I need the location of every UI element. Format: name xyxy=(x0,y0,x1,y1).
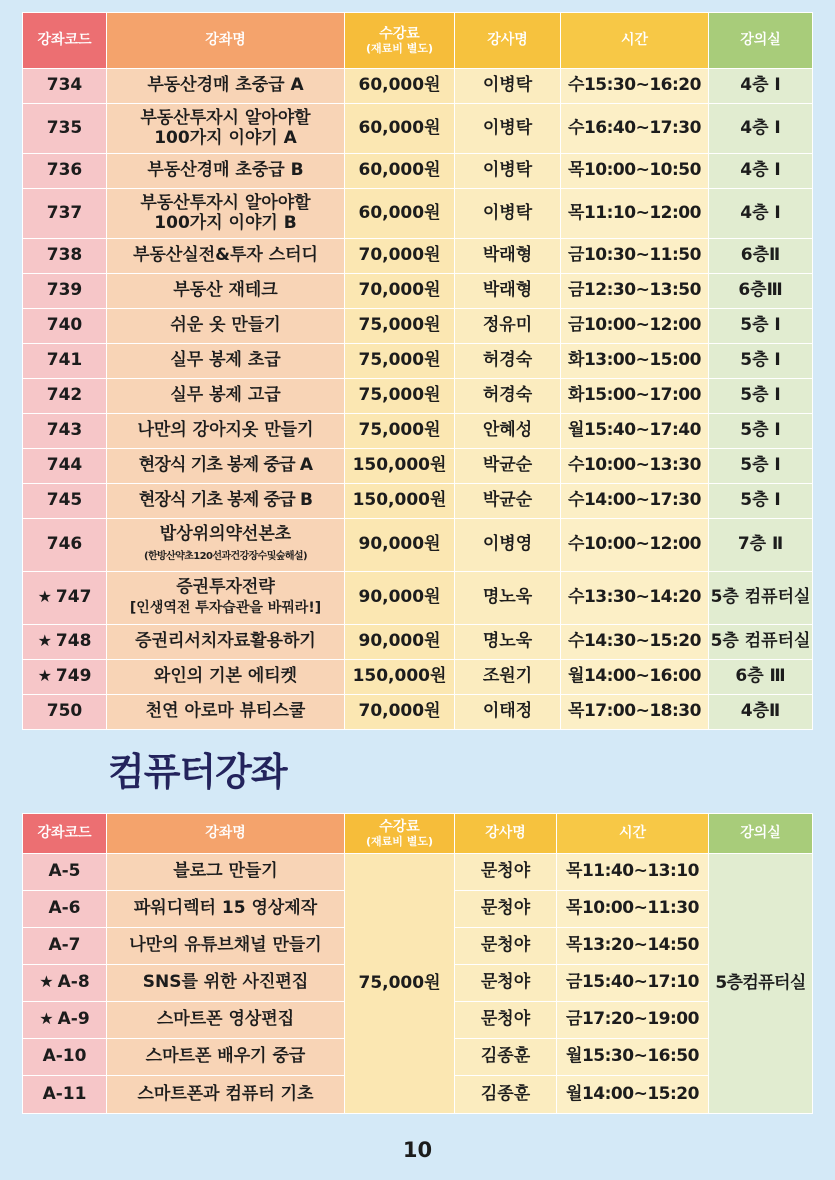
shared-fee: 75,000원 xyxy=(345,854,455,1114)
course-code-text: A-11 xyxy=(42,1083,87,1104)
course-time: 목17:00~18:30 xyxy=(561,695,709,730)
course-fee: 60,000원 xyxy=(345,154,455,189)
course-fee: 90,000원 xyxy=(345,625,455,660)
course-code-text: A-6 xyxy=(48,898,81,919)
course-name: 블로그 만들기 xyxy=(107,854,345,891)
course-code-text: 742 xyxy=(46,385,83,406)
course-name-line: 부동산투자시 알아야할 xyxy=(140,107,311,128)
course-code-text: A-8 xyxy=(57,972,90,993)
table-row xyxy=(23,154,813,189)
course-instructor: 김종훈 xyxy=(455,1076,557,1114)
course-code-text: 737 xyxy=(46,202,83,223)
course-room: 5층 컴퓨터실 xyxy=(709,625,813,660)
course-instructor: 허경숙 xyxy=(455,379,561,414)
page-number: 10 xyxy=(402,1138,433,1162)
course-time: 목10:00~10:50 xyxy=(561,154,709,189)
course-instructor: 허경숙 xyxy=(455,344,561,379)
course-room: 5층 Ⅰ xyxy=(709,449,813,484)
course-instructor: 이병탁 xyxy=(455,154,561,189)
course-name-line: 증권투자전략 xyxy=(176,577,275,598)
course-instructor: 박균순 xyxy=(455,449,561,484)
table-row xyxy=(23,449,813,484)
course-name xyxy=(107,519,345,572)
course-fee: 60,000원 xyxy=(345,104,455,154)
course-name-line: 쉬운 옷 만들기 xyxy=(170,315,281,336)
header-name: 강좌명 xyxy=(107,13,345,69)
header-instructor: 강사명 xyxy=(455,814,557,854)
course-room: 7층 Ⅱ xyxy=(709,519,813,572)
star-icon: ★ xyxy=(39,972,54,992)
course-instructor: 김종훈 xyxy=(455,1039,557,1076)
course-name xyxy=(107,344,345,379)
course-name-line: 증권리서치자료활용하기 xyxy=(135,631,316,652)
course-code xyxy=(23,104,107,154)
course-name-line: 와인의 기본 에티켓 xyxy=(153,666,298,687)
course-name: 파워디렉터 15 영상제작 xyxy=(107,891,345,928)
course-name xyxy=(107,69,345,104)
course-name xyxy=(107,309,345,344)
table-row xyxy=(23,625,813,660)
course-code xyxy=(23,189,107,239)
header-name: 강좌명 xyxy=(107,814,345,854)
course-time: 월15:30~16:50 xyxy=(557,1039,709,1076)
course-fee: 70,000원 xyxy=(345,274,455,309)
header-room: 강의실 xyxy=(709,814,813,854)
table-row xyxy=(23,379,813,414)
course-name-line: 100가지 이야기 B xyxy=(154,212,297,233)
course-table xyxy=(22,12,813,730)
course-room: 4층 Ⅰ xyxy=(709,189,813,239)
header-fee-label: 수강료 xyxy=(379,818,420,835)
course-code xyxy=(23,309,107,344)
course-name-line: 천연 아로마 뷰티스쿨 xyxy=(145,701,306,722)
star-icon: ★ xyxy=(37,587,52,607)
course-code-text: 744 xyxy=(46,455,83,476)
course-fee: 75,000원 xyxy=(345,309,455,344)
course-fee: 75,000원 xyxy=(345,414,455,449)
course-name xyxy=(107,625,345,660)
course-code-text: 748 xyxy=(55,631,92,652)
course-code-text: 743 xyxy=(46,420,83,441)
course-code xyxy=(23,854,107,891)
course-room: 4층 Ⅰ xyxy=(709,69,813,104)
header-instructor: 강사명 xyxy=(455,13,561,69)
course-room: 5층 Ⅰ xyxy=(709,379,813,414)
course-code xyxy=(23,1076,107,1114)
course-room: 5층 컴퓨터실 xyxy=(709,572,813,625)
course-name-line: 현장식 기초 봉제 중급 A xyxy=(138,455,313,476)
course-time: 수10:00~12:00 xyxy=(561,519,709,572)
course-instructor: 정유미 xyxy=(455,309,561,344)
course-code xyxy=(23,695,107,730)
table-row xyxy=(23,274,813,309)
course-instructor: 이병영 xyxy=(455,519,561,572)
course-name: 스마트폰 배우기 중급 xyxy=(107,1039,345,1076)
table-row xyxy=(23,660,813,695)
course-time: 목13:20~14:50 xyxy=(557,928,709,965)
course-time: 수10:00~13:30 xyxy=(561,449,709,484)
header-fee xyxy=(345,13,455,69)
course-name xyxy=(107,239,345,274)
course-time: 금15:40~17:10 xyxy=(557,965,709,1002)
course-fee: 90,000원 xyxy=(345,519,455,572)
course-name xyxy=(107,189,345,239)
course-code-text: A-5 xyxy=(48,861,81,882)
star-icon: ★ xyxy=(37,631,52,651)
table-row xyxy=(23,484,813,519)
table-row xyxy=(23,854,813,891)
header-fee-label: 수강료 xyxy=(379,25,420,42)
course-instructor: 박균순 xyxy=(455,484,561,519)
course-name xyxy=(107,154,345,189)
course-name-line: 부동산 재테크 xyxy=(173,280,278,301)
course-name-line: 부동산경매 초중급 A xyxy=(147,75,304,96)
table-row xyxy=(23,69,813,104)
course-instructor: 문청야 xyxy=(455,928,557,965)
course-code xyxy=(23,660,107,695)
course-instructor: 문청야 xyxy=(455,965,557,1002)
course-room: 6층Ⅱ xyxy=(709,239,813,274)
course-fee: 70,000원 xyxy=(345,695,455,730)
course-code-text: 739 xyxy=(46,280,83,301)
course-name: 스마트폰 영상편집 xyxy=(107,1002,345,1039)
course-time: 월14:00~16:00 xyxy=(561,660,709,695)
course-instructor: 조원기 xyxy=(455,660,561,695)
course-code-text: 746 xyxy=(46,534,83,555)
course-time: 화13:00~15:00 xyxy=(561,344,709,379)
course-instructor: 이병탁 xyxy=(455,189,561,239)
course-name xyxy=(107,379,345,414)
course-code-text: 738 xyxy=(46,245,83,266)
course-instructor: 명노욱 xyxy=(455,625,561,660)
course-instructor: 이태정 xyxy=(455,695,561,730)
table-row xyxy=(23,189,813,239)
course-time: 금12:30~13:50 xyxy=(561,274,709,309)
course-time: 금10:30~11:50 xyxy=(561,239,709,274)
course-instructor: 문청야 xyxy=(455,1002,557,1039)
table-header-row xyxy=(23,814,813,854)
course-time: 월15:40~17:40 xyxy=(561,414,709,449)
course-time: 수16:40~17:30 xyxy=(561,104,709,154)
course-code-text: 735 xyxy=(46,117,83,138)
course-fee: 90,000원 xyxy=(345,572,455,625)
course-code-text: 740 xyxy=(46,315,83,336)
course-code-text: A-7 xyxy=(48,935,81,956)
course-instructor: 이병탁 xyxy=(455,104,561,154)
course-name xyxy=(107,449,345,484)
table-header-row xyxy=(23,13,813,69)
course-fee: 150,000원 xyxy=(345,660,455,695)
course-name xyxy=(107,104,345,154)
course-code xyxy=(23,344,107,379)
course-name xyxy=(107,274,345,309)
course-fee: 75,000원 xyxy=(345,379,455,414)
table-row xyxy=(23,239,813,274)
course-room: 4층 Ⅰ xyxy=(709,104,813,154)
course-name-line: 실무 봉제 고급 xyxy=(170,385,281,406)
header-time: 시간 xyxy=(557,814,709,854)
course-time: 월14:00~15:20 xyxy=(557,1076,709,1114)
course-room: 5층 Ⅰ xyxy=(709,344,813,379)
course-code xyxy=(23,1002,107,1039)
course-code xyxy=(23,379,107,414)
course-code-text: 736 xyxy=(46,160,83,181)
course-instructor: 문청야 xyxy=(455,854,557,891)
course-instructor: 박래형 xyxy=(455,274,561,309)
course-name-line: 부동산경매 초중급 B xyxy=(147,160,304,181)
course-name: SNS를 위한 사진편집 xyxy=(107,965,345,1002)
course-code xyxy=(23,1039,107,1076)
course-fee: 60,000원 xyxy=(345,69,455,104)
course-name-line: 부동산실전&투자 스터디 xyxy=(133,245,318,266)
course-room: 4층 Ⅰ xyxy=(709,154,813,189)
course-name-line: 밥상위의약선본초 xyxy=(159,524,292,545)
course-time: 수15:30~16:20 xyxy=(561,69,709,104)
course-name xyxy=(107,660,345,695)
star-icon: ★ xyxy=(39,1009,54,1029)
course-name: 스마트폰과 컴퓨터 기초 xyxy=(107,1076,345,1114)
course-code xyxy=(23,154,107,189)
course-code xyxy=(23,625,107,660)
course-code-text: 734 xyxy=(46,75,83,96)
course-code xyxy=(23,519,107,572)
course-code-text: 749 xyxy=(55,666,92,687)
header-fee-note: (재료비 별도) xyxy=(365,41,433,55)
course-code-text: 745 xyxy=(46,490,83,511)
course-name xyxy=(107,414,345,449)
header-fee xyxy=(345,814,455,854)
header-room: 강의실 xyxy=(709,13,813,69)
shared-room: 5층컴퓨터실 xyxy=(709,854,813,1114)
table-row xyxy=(23,414,813,449)
course-code xyxy=(23,69,107,104)
course-name-line: [인생역전 투자습관을 바꿔라!] xyxy=(129,600,322,616)
header-code: 강좌코드 xyxy=(23,13,107,69)
course-time: 금10:00~12:00 xyxy=(561,309,709,344)
header-fee-note: (재료비 별도) xyxy=(365,834,433,848)
course-room: 6층 Ⅲ xyxy=(709,660,813,695)
header-time: 시간 xyxy=(561,13,709,69)
course-room: 5층 Ⅰ xyxy=(709,414,813,449)
course-name-line: (한방산약초120선과건강장수및숲해설) xyxy=(144,551,307,562)
course-name-line: 부동산투자시 알아야할 xyxy=(140,192,311,213)
course-fee: 150,000원 xyxy=(345,484,455,519)
course-instructor: 이병탁 xyxy=(455,69,561,104)
course-time: 수14:00~17:30 xyxy=(561,484,709,519)
table-row xyxy=(23,344,813,379)
course-name xyxy=(107,572,345,625)
course-time: 화15:00~17:00 xyxy=(561,379,709,414)
course-code xyxy=(23,449,107,484)
course-code xyxy=(23,928,107,965)
table-row xyxy=(23,572,813,625)
course-time: 목11:40~13:10 xyxy=(557,854,709,891)
course-fee: 60,000원 xyxy=(345,189,455,239)
course-room: 5층 Ⅰ xyxy=(709,484,813,519)
course-time: 수13:30~14:20 xyxy=(561,572,709,625)
course-time: 목11:10~12:00 xyxy=(561,189,709,239)
course-code xyxy=(23,891,107,928)
course-code-text: A-9 xyxy=(57,1009,90,1030)
course-instructor: 명노욱 xyxy=(455,572,561,625)
course-code-text: 747 xyxy=(55,587,92,608)
course-code xyxy=(23,274,107,309)
course-name xyxy=(107,695,345,730)
course-fee: 70,000원 xyxy=(345,239,455,274)
section-title: 컴퓨터강좌 xyxy=(108,750,287,794)
course-name-line: 100가지 이야기 A xyxy=(154,127,297,148)
course-time: 목10:00~11:30 xyxy=(557,891,709,928)
computer-course-table xyxy=(22,813,813,1114)
table-row xyxy=(23,104,813,154)
course-instructor: 문청야 xyxy=(455,891,557,928)
course-name-line: 실무 봉제 초급 xyxy=(170,350,281,371)
course-code xyxy=(23,484,107,519)
course-code xyxy=(23,414,107,449)
course-time: 금17:20~19:00 xyxy=(557,1002,709,1039)
course-code-text: A-10 xyxy=(42,1046,87,1067)
table-row xyxy=(23,695,813,730)
course-instructor: 박래형 xyxy=(455,239,561,274)
course-name-line: 현장식 기초 봉제 중급 B xyxy=(138,490,313,511)
course-name: 나만의 유튜브채널 만들기 xyxy=(107,928,345,965)
table-row xyxy=(23,519,813,572)
course-code-text: 750 xyxy=(46,701,83,722)
course-code xyxy=(23,965,107,1002)
course-name xyxy=(107,484,345,519)
course-name-line: 나만의 강아지옷 만들기 xyxy=(137,420,314,441)
course-fee: 150,000원 xyxy=(345,449,455,484)
course-fee: 75,000원 xyxy=(345,344,455,379)
course-room: 4층Ⅱ xyxy=(709,695,813,730)
course-code xyxy=(23,572,107,625)
course-code-text: 741 xyxy=(46,350,83,371)
header-code: 강좌코드 xyxy=(23,814,107,854)
course-instructor: 안혜성 xyxy=(455,414,561,449)
star-icon: ★ xyxy=(37,666,52,686)
course-time: 수14:30~15:20 xyxy=(561,625,709,660)
course-room: 5층 Ⅰ xyxy=(709,309,813,344)
table-row xyxy=(23,309,813,344)
course-room: 6층Ⅲ xyxy=(709,274,813,309)
course-code xyxy=(23,239,107,274)
